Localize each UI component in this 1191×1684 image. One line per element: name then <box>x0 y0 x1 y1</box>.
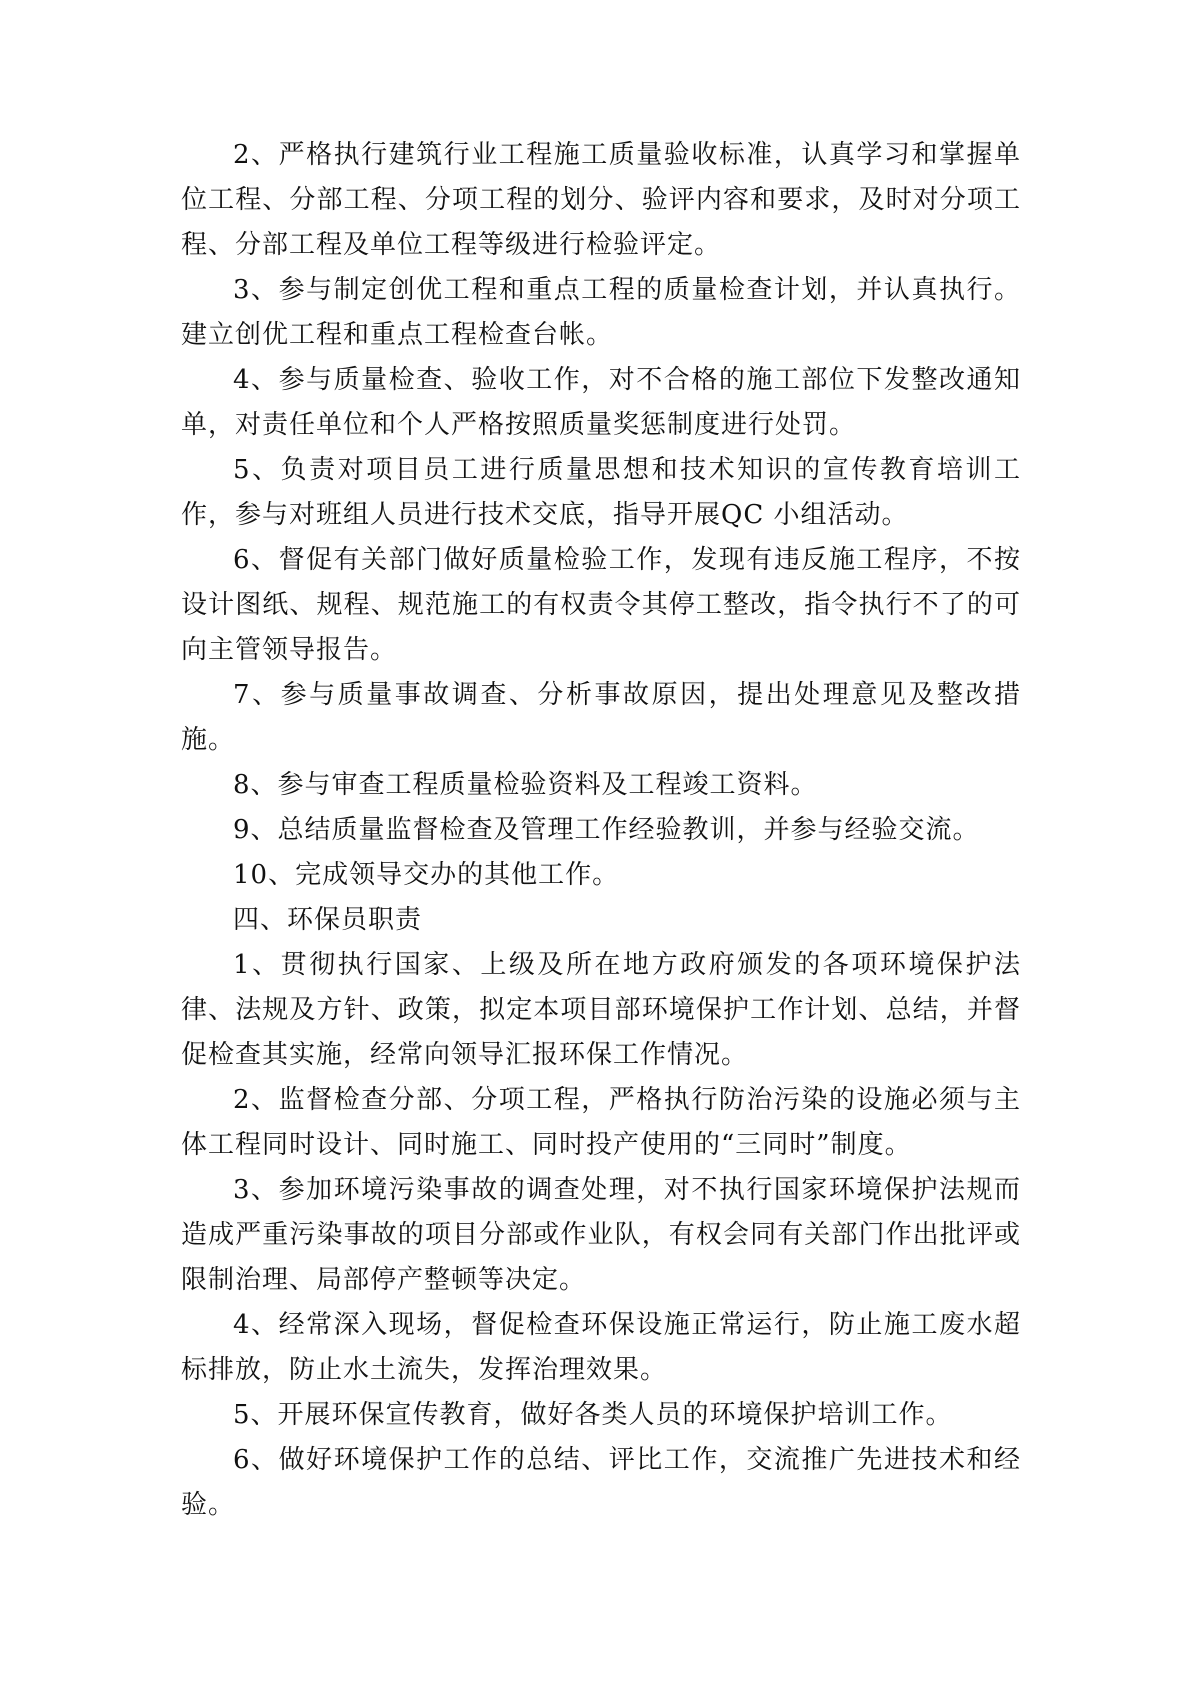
paragraph-env-2: 2、监督检查分部、分项工程，严格执行防治污染的设施必须与主体工程同时设计、同时施工、同时投产使用的“三同时”制度。 <box>181 1085 1021 1160</box>
paragraph-quality-4: 4、参与质量检查、验收工作，对不合格的施工部位下发整改通知单，对责任单位和个人严格按照质量奖惩制度进行处罚。 <box>181 365 1021 440</box>
paragraph-quality-8: 8、参与审查工程质量检验资料及工程竣工资料。 <box>233 770 818 800</box>
paragraph-quality-3: 3、参与制定创优工程和重点工程的质量检查计划，并认真执行。建立创优工程和重点工程检查台帐。 <box>181 275 1021 350</box>
paragraph-env-4: 4、经常深入现场，督促检查环保设施正常运行，防止施工废水超标排放，防止水土流失，发挥治理效果。 <box>181 1310 1021 1385</box>
paragraph-quality-10: 10、完成领导交办的其他工作。 <box>233 860 620 890</box>
paragraph-quality-2: 2、严格执行建筑行业工程施工质量验收标准，认真学习和掌握单位工程、分部工程、分项工程的划分、验评内容和要求，及时对分项工程、分部工程及单位工程等级进行检验评定。 <box>181 140 1021 260</box>
paragraph-quality-9: 9、总结质量监督检查及管理工作经验教训，并参与经验交流。 <box>233 815 980 845</box>
paragraph-quality-7: 7、参与质量事故调查、分析事故原因，提出处理意见及整改措施。 <box>181 680 1021 755</box>
paragraph-env-3: 3、参加环境污染事故的调查处理，对不执行国家环境保护法规而造成严重污染事故的项目分部或作业队，有权会同有关部门作出批评或限制治理、局部停产整顿等决定。 <box>181 1175 1021 1295</box>
paragraph-env-1: 1、贯彻执行国家、上级及所在地方政府颁发的各项环境保护法律、法规及方针、政策，拟定本项目部环境保护工作计划、总结，并督促检查其实施，经常向领导汇报环保工作情况。 <box>181 950 1021 1070</box>
document-body <box>181 133 1021 1528</box>
paragraph-quality-5: 5、负责对项目员工进行质量思想和技术知识的宣传教育培训工作，参与对班组人员进行技术交底，指导开展QC 小组活动。 <box>181 455 1021 530</box>
paragraph-quality-6: 6、督促有关部门做好质量检验工作，发现有违反施工程序，不按设计图纸、规程、规范施工的有权责令其停工整改，指令执行不了的可向主管领导报告。 <box>181 545 1021 665</box>
paragraph-env-5: 5、开展环保宣传教育，做好各类人员的环境保护培训工作。 <box>233 1400 953 1430</box>
section-heading-environmental-officer: 四、环保员职责 <box>233 905 423 935</box>
paragraph-env-6: 6、做好环境保护工作的总结、评比工作，交流推广先进技术和经验。 <box>181 1445 1021 1520</box>
